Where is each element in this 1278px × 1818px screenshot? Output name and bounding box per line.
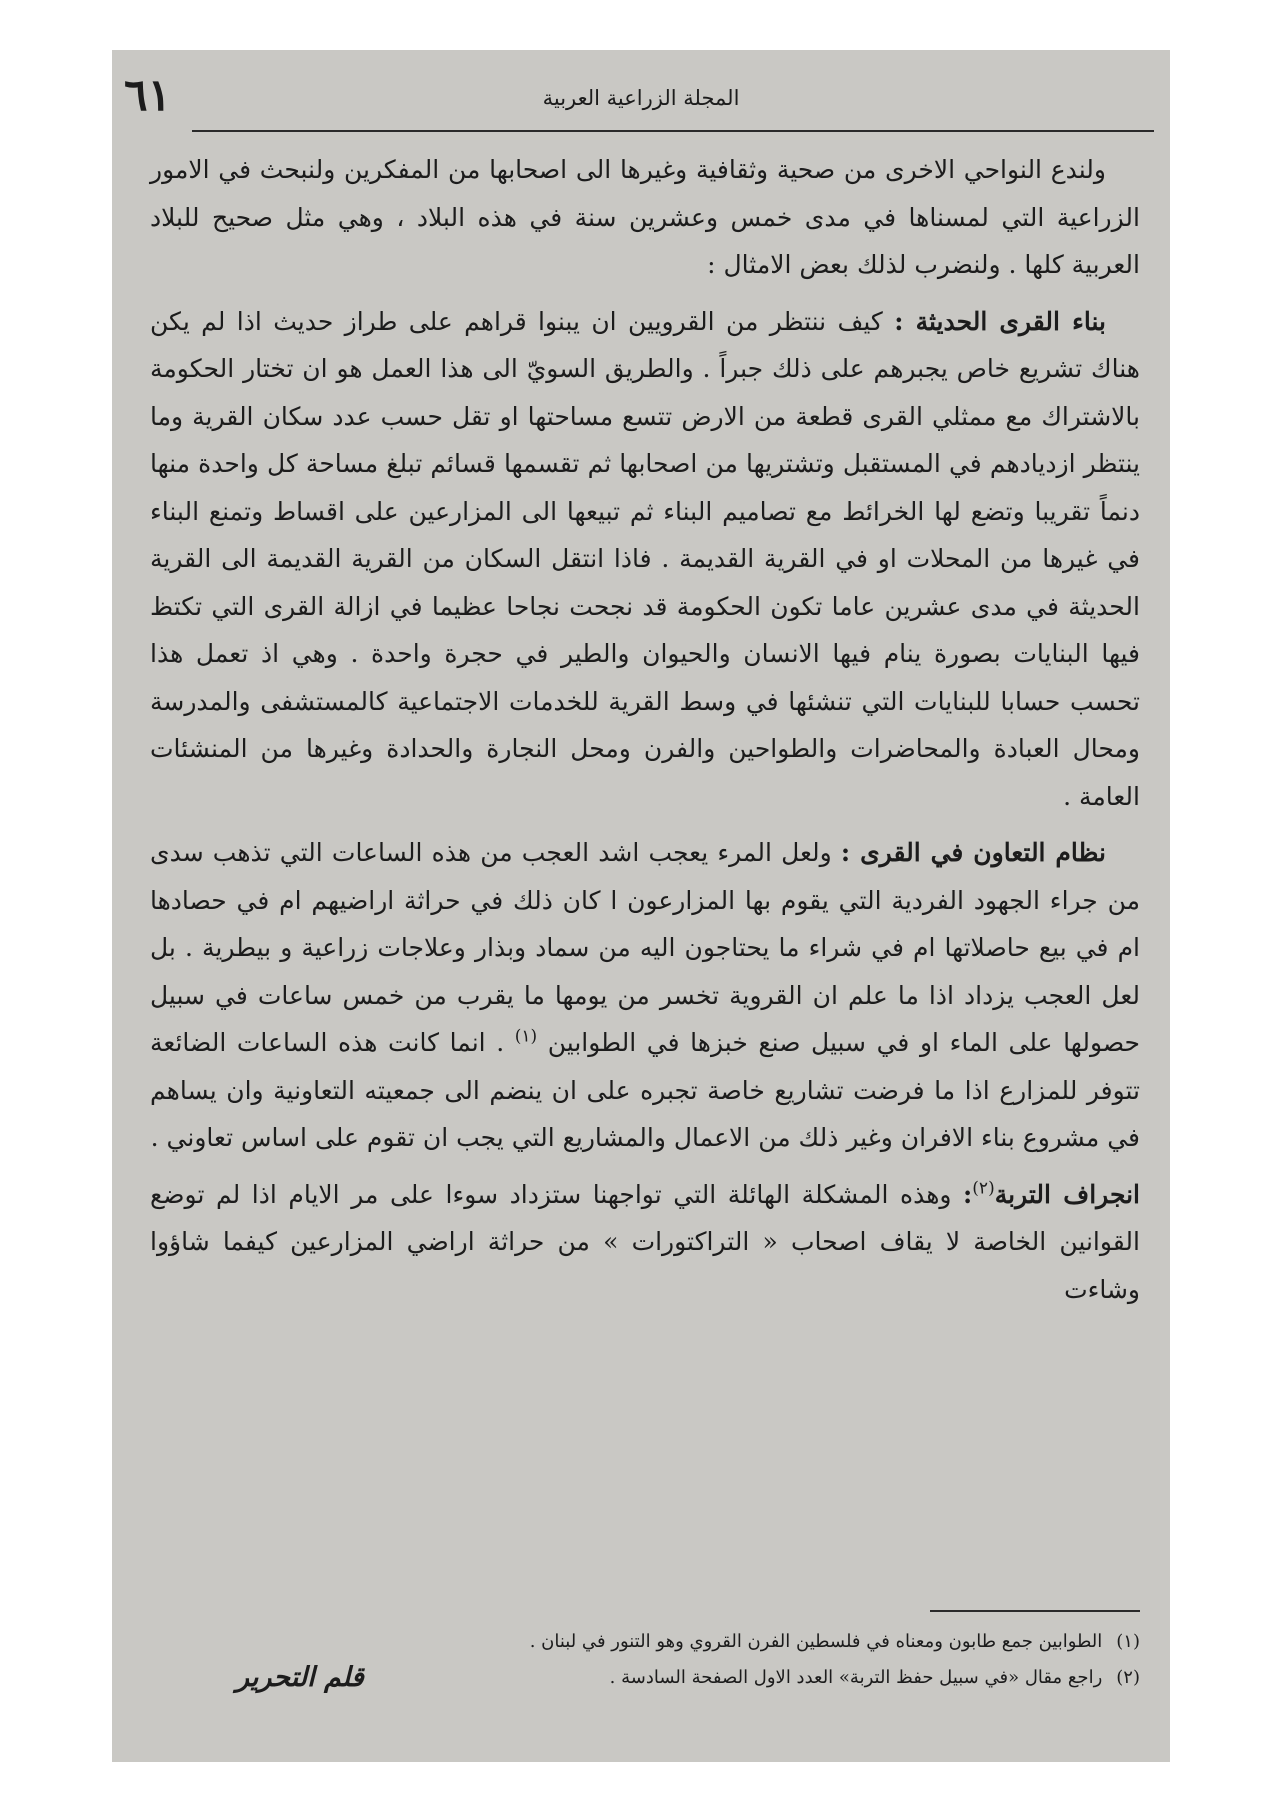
article-body [150, 146, 1140, 1313]
footnote-reference: (١) [514, 1026, 538, 1047]
header-rule [192, 130, 1154, 132]
intro-paragraph: ولندع النواحي الاخرى من صحية وثقافية وغيرها الى اصحابها من المفكرين ولنبحث في الامور الزراعية التي لمسناها في مدى خمس وعشرين سنة في هذه البلاد ، وهي مثل صحيح للبلاد العربية كلها . ولنضرب لذلك بعض الامثال : [150, 155, 1140, 279]
footnote-reference: (٢) [972, 1178, 995, 1199]
section-text: كيف ننتظر من القرويين ان يبنوا قراهم على طراز حديث اذا لم يكن هناك تشريع خاص يجبرهم على ذلك جبراً . والطريق السويّ الى هذا العمل هو ان تختار الحكومة بالاشتراك مع ممثلي القرى قطعة من الارض تتسع مساحتها او تقل حسب عدد سكان القرية وما ينتظر ازديادهم في المستقبل وتشتريها من اصحابها ثم تقسمها قسائم تبلغ مساحة كل واحدة منها دنماً تقريبا وتضع لها الخرائط مع تصاميم البناء ثم تبيعها الى المزارعين على اقساط وتمنع البناء في غيرها من المحلات او في القرية القديمة . فاذا انتقل السكان من القرية القديمة الى القرية الحديثة في مدى عشرين عاما تكون الحكومة قد نجحت نجاحا عظيما في ازالة القرى التي تكتظ فيها البنايات بصورة ينام فيها الانسان والحيوان والطير في حجرة واحدة . وهي اذ تعمل هذا تحسب حسابا للبنايات التي تنشئها في وسط القرية للخدمات الاجتماعية كالمستشفى والمدرسة ومحال العبادة والمحاضرات والطواحين والفرن ومحل النجارة والحدادة وغيرها من المنشئات العامة . [150, 306, 1140, 811]
footnote-text: راجع مقال «في سبيل حفظ التربة» العدد الاول الصفحة السادسة . [609, 1667, 1103, 1688]
section-heading: بناء القرى الحديثة : [894, 306, 1106, 336]
editorial-signature: قلم التحرير [236, 1662, 364, 1693]
section-text: ولعل المرء يعجب اشد العجب من هذه الساعات التي تذهب سدى من جراء الجهود الفردية التي يقوم بها المزارعون ا كان ذلك في حراثة اراضيهم ام في حصادها ام في بيع حاصلاتها ام في شراء ما يحتاجون اليه من سماد وبذار وعلاجات زراعية و بيطرية . بل لعل العجب يزداد اذا ما علم ان القروية تخسر من يومها ما يقرب من خمس ساعات في سبيل حصولها على الماء او في سبيل صنع خبزها في الطوابين [150, 838, 1140, 1057]
page-number: ٦١ [124, 70, 172, 121]
section-soil-erosion [150, 1171, 1140, 1314]
section-village-cooperation [150, 829, 1140, 1162]
section-text: وهذه المشكلة الهائلة التي تواجهنا ستزداد سوءا على مر الايام اذا لم توضع القوانين الخاصة لا يقاف اصحاب « التراكتورات » من حراثة اراضي المزارعين كيفما شاؤوا وشاءت [150, 1179, 1140, 1304]
section-heading: نظام التعاون في القرى : [840, 838, 1106, 867]
section-heading-colon: : [963, 1179, 973, 1209]
footnote-marker: (٢) [1116, 1667, 1140, 1688]
footnote-rule [930, 1610, 1140, 1612]
footnote-1 [150, 1624, 1140, 1660]
journal-page [112, 50, 1170, 1762]
section-new-villages [150, 298, 1140, 821]
footnote-marker: (١) [1116, 1631, 1140, 1652]
journal-title: المجلة الزراعية العربية [542, 86, 740, 110]
section-heading: انجراف التربة [994, 1179, 1140, 1209]
section-text: . انما كانت هذه الساعات الضائعة تتوفر للمزارع اذا ما فرضت تشاريع خاصة تجبره على ان ينضم الى جمعيته التعاونية وان يساهم في مشروع بناء الافران وغير ذلك من الاعمال والمشاريع التي يجب ان تقوم على اساس تعاوني . [150, 1028, 1140, 1152]
page-header [112, 70, 1170, 126]
footnote-text: الطوابين جمع طابون ومعناه في فلسطين الفرن القروي وهو التنور في لبنان . [529, 1631, 1103, 1652]
scanned-page [112, 50, 1170, 1762]
